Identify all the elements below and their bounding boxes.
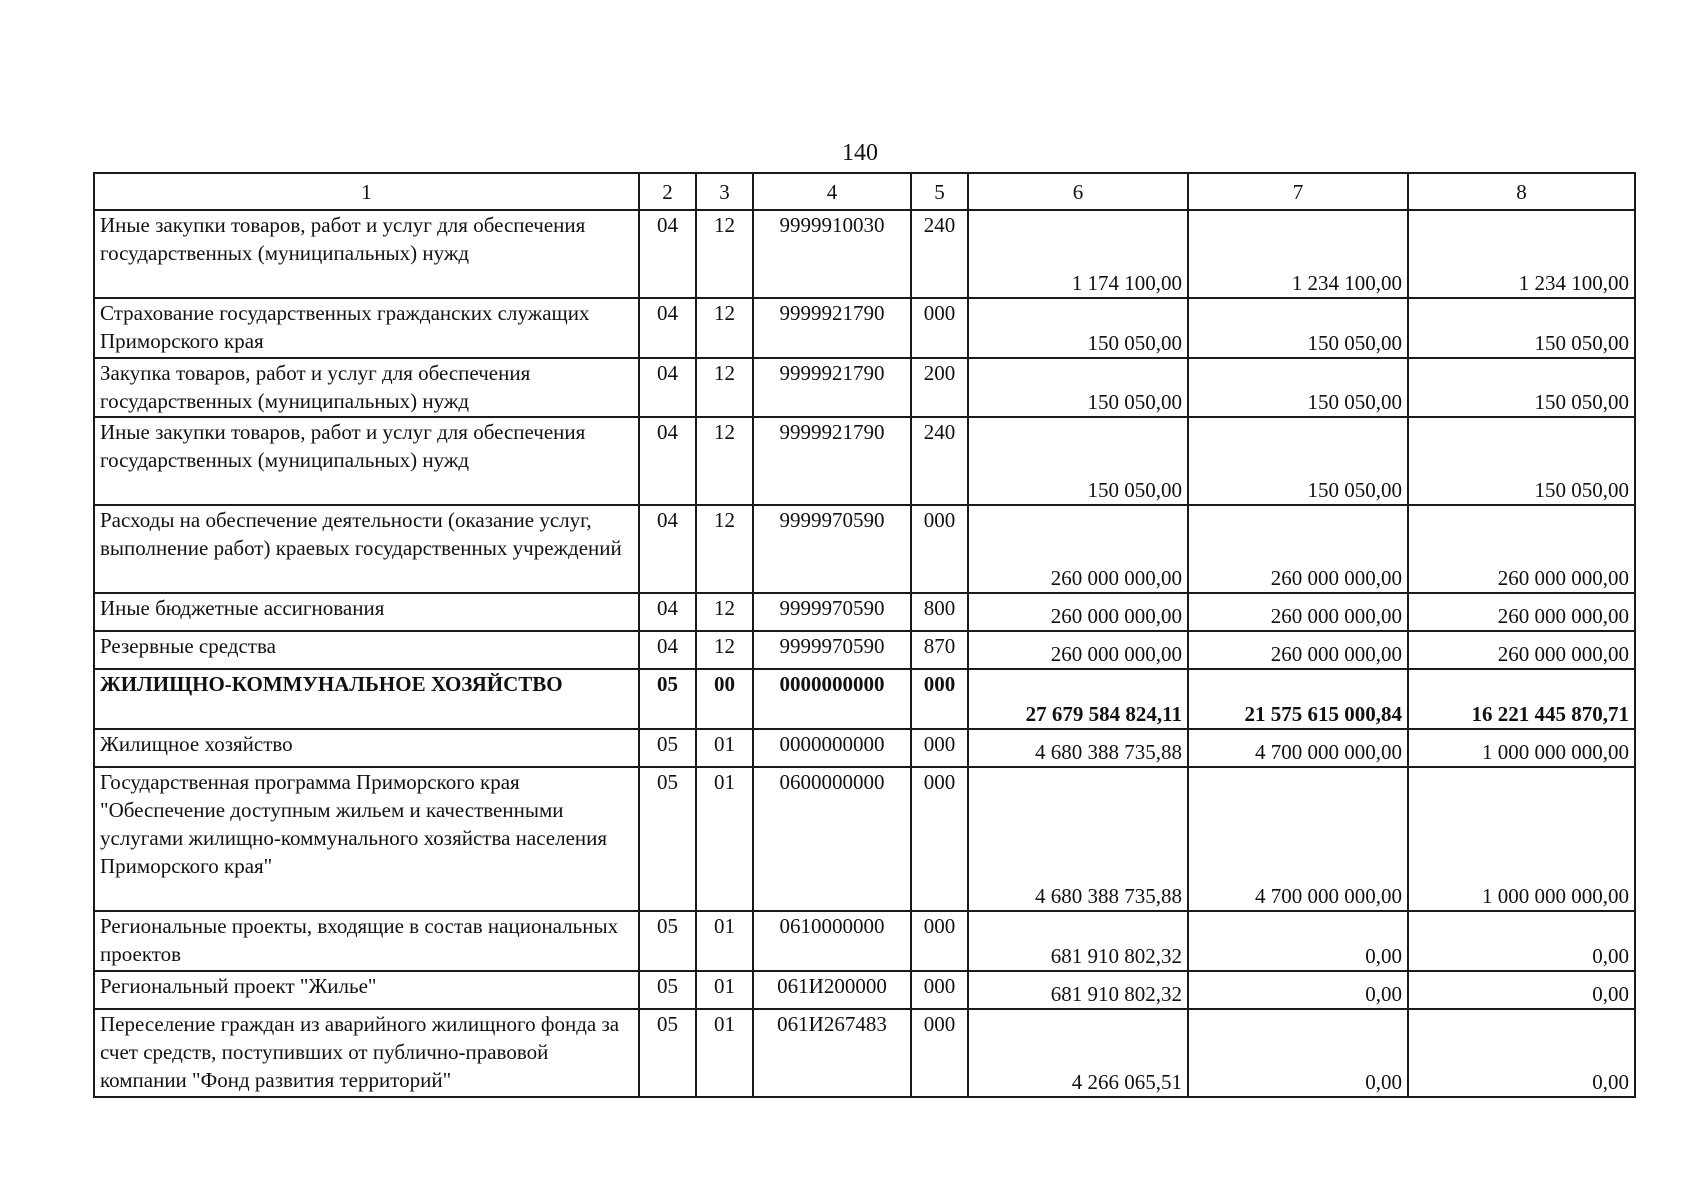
row-amount-col7: 1 234 100,00 [1188,210,1408,298]
row-description: Иные закупки товаров, работ и услуг для обеспечения государственных (муниципальных) нужд [94,417,639,505]
row-target-code: 9999970590 [753,593,911,631]
row-amount-col8: 150 050,00 [1408,358,1635,417]
row-section-code: 05 [639,767,696,911]
row-expense-type-code: 240 [911,417,968,505]
row-description: Закупка товаров, работ и услуг для обеспечения государственных (муниципальных) нужд [94,358,639,417]
row-amount-col6: 4 680 388 735,88 [968,729,1188,767]
row-expense-type-code: 800 [911,593,968,631]
row-amount-col8: 0,00 [1408,1009,1635,1097]
header-cell: 1 [94,173,639,210]
row-subsection-code: 00 [696,669,753,729]
row-amount-col6: 150 050,00 [968,298,1188,358]
table-row [94,729,1635,767]
row-amount-col7: 150 050,00 [1188,417,1408,505]
row-target-code: 9999970590 [753,631,911,669]
row-amount-col7: 4 700 000 000,00 [1188,767,1408,911]
row-amount-col6: 1 174 100,00 [968,210,1188,298]
table-row [94,1009,1635,1097]
row-amount-col7: 21 575 615 000,84 [1188,669,1408,729]
row-amount-col7: 4 700 000 000,00 [1188,729,1408,767]
row-description: Жилищное хозяйство [94,729,639,767]
table-row [94,210,1635,298]
row-amount-col6: 4 266 065,51 [968,1009,1188,1097]
row-subsection-code: 01 [696,971,753,1009]
row-expense-type-code: 000 [911,505,968,593]
row-expense-type-code: 000 [911,767,968,911]
row-amount-col6: 150 050,00 [968,358,1188,417]
header-cell: 4 [753,173,911,210]
table-row [94,298,1635,358]
row-target-code: 9999970590 [753,505,911,593]
row-amount-col7: 260 000 000,00 [1188,593,1408,631]
row-description: Расходы на обеспечение деятельности (оказание услуг, выполнение работ) краевых государственных учреждений [94,505,639,593]
row-target-code: 061И200000 [753,971,911,1009]
row-section-code: 04 [639,417,696,505]
row-amount-col8: 260 000 000,00 [1408,505,1635,593]
row-section-code: 05 [639,971,696,1009]
row-amount-col8: 0,00 [1408,971,1635,1009]
row-amount-col6: 681 910 802,32 [968,911,1188,971]
row-target-code: 9999921790 [753,358,911,417]
row-description: Иные закупки товаров, работ и услуг для обеспечения государственных (муниципальных) нужд [94,210,639,298]
row-section-code: 05 [639,729,696,767]
row-amount-col6: 260 000 000,00 [968,593,1188,631]
row-amount-col8: 260 000 000,00 [1408,631,1635,669]
row-subsection-code: 01 [696,767,753,911]
row-description: Резервные средства [94,631,639,669]
row-section-code: 04 [639,631,696,669]
row-expense-type-code: 870 [911,631,968,669]
row-amount-col8: 150 050,00 [1408,417,1635,505]
row-description: ЖИЛИЩНО-КОММУНАЛЬНОЕ ХОЗЯЙСТВО [94,669,639,729]
row-amount-col6: 4 680 388 735,88 [968,767,1188,911]
row-section-code: 04 [639,593,696,631]
table-row [94,631,1635,669]
row-amount-col7: 0,00 [1188,971,1408,1009]
row-amount-col6: 260 000 000,00 [968,631,1188,669]
row-section-code: 04 [639,505,696,593]
row-expense-type-code: 000 [911,911,968,971]
row-description: Переселение граждан из аварийного жилищного фонда за счет средств, поступивших от публично-правовой компании "Фонд развития территорий" [94,1009,639,1097]
row-amount-col6: 27 679 584 824,11 [968,669,1188,729]
row-amount-col8: 1 000 000 000,00 [1408,729,1635,767]
row-amount-col8: 16 221 445 870,71 [1408,669,1635,729]
header-cell: 5 [911,173,968,210]
row-target-code: 9999921790 [753,298,911,358]
table-row [94,971,1635,1009]
row-target-code: 0600000000 [753,767,911,911]
row-section-code: 04 [639,358,696,417]
row-expense-type-code: 000 [911,1009,968,1097]
table-row [94,593,1635,631]
table-row [94,417,1635,505]
row-expense-type-code: 000 [911,971,968,1009]
row-target-code: 0610000000 [753,911,911,971]
table-row [94,358,1635,417]
row-amount-col7: 260 000 000,00 [1188,631,1408,669]
row-subsection-code: 12 [696,631,753,669]
row-description: Государственная программа Приморского края "Обеспечение доступным жильем и качественными услугами жилищно-коммунального хозяйства населения Приморского края" [94,767,639,911]
row-target-code: 9999921790 [753,417,911,505]
row-section-code: 04 [639,210,696,298]
table-row [94,505,1635,593]
table-header-row [94,173,1635,210]
row-subsection-code: 01 [696,1009,753,1097]
row-description: Региональные проекты, входящие в состав национальных проектов [94,911,639,971]
row-subsection-code: 12 [696,210,753,298]
row-target-code: 0000000000 [753,669,911,729]
header-cell: 7 [1188,173,1408,210]
header-cell: 2 [639,173,696,210]
table-row-section-total [94,669,1635,729]
row-section-code: 05 [639,911,696,971]
row-target-code: 061И267483 [753,1009,911,1097]
row-amount-col8: 1 234 100,00 [1408,210,1635,298]
row-amount-col8: 150 050,00 [1408,298,1635,358]
row-expense-type-code: 000 [911,669,968,729]
row-subsection-code: 12 [696,593,753,631]
row-amount-col6: 260 000 000,00 [968,505,1188,593]
row-subsection-code: 12 [696,505,753,593]
row-amount-col7: 0,00 [1188,911,1408,971]
row-amount-col8: 1 000 000 000,00 [1408,767,1635,911]
row-target-code: 9999910030 [753,210,911,298]
row-expense-type-code: 200 [911,358,968,417]
row-amount-col7: 150 050,00 [1188,298,1408,358]
row-expense-type-code: 000 [911,298,968,358]
page-number: 140 [842,140,878,166]
table-row [94,911,1635,971]
row-expense-type-code: 240 [911,210,968,298]
row-subsection-code: 01 [696,911,753,971]
header-cell: 6 [968,173,1188,210]
row-amount-col8: 0,00 [1408,911,1635,971]
row-amount-col6: 150 050,00 [968,417,1188,505]
row-subsection-code: 12 [696,358,753,417]
row-amount-col6: 681 910 802,32 [968,971,1188,1009]
row-subsection-code: 12 [696,417,753,505]
row-amount-col7: 260 000 000,00 [1188,505,1408,593]
header-cell: 3 [696,173,753,210]
row-section-code: 05 [639,1009,696,1097]
row-description: Региональный проект "Жилье" [94,971,639,1009]
table-row [94,767,1635,911]
row-section-code: 04 [639,298,696,358]
row-target-code: 0000000000 [753,729,911,767]
row-amount-col7: 150 050,00 [1188,358,1408,417]
row-amount-col7: 0,00 [1188,1009,1408,1097]
header-cell: 8 [1408,173,1635,210]
budget-table [93,172,1636,1098]
row-expense-type-code: 000 [911,729,968,767]
row-description: Иные бюджетные ассигнования [94,593,639,631]
row-amount-col8: 260 000 000,00 [1408,593,1635,631]
row-description: Страхование государственных гражданских служащих Приморского края [94,298,639,358]
row-subsection-code: 01 [696,729,753,767]
row-section-code: 05 [639,669,696,729]
row-subsection-code: 12 [696,298,753,358]
